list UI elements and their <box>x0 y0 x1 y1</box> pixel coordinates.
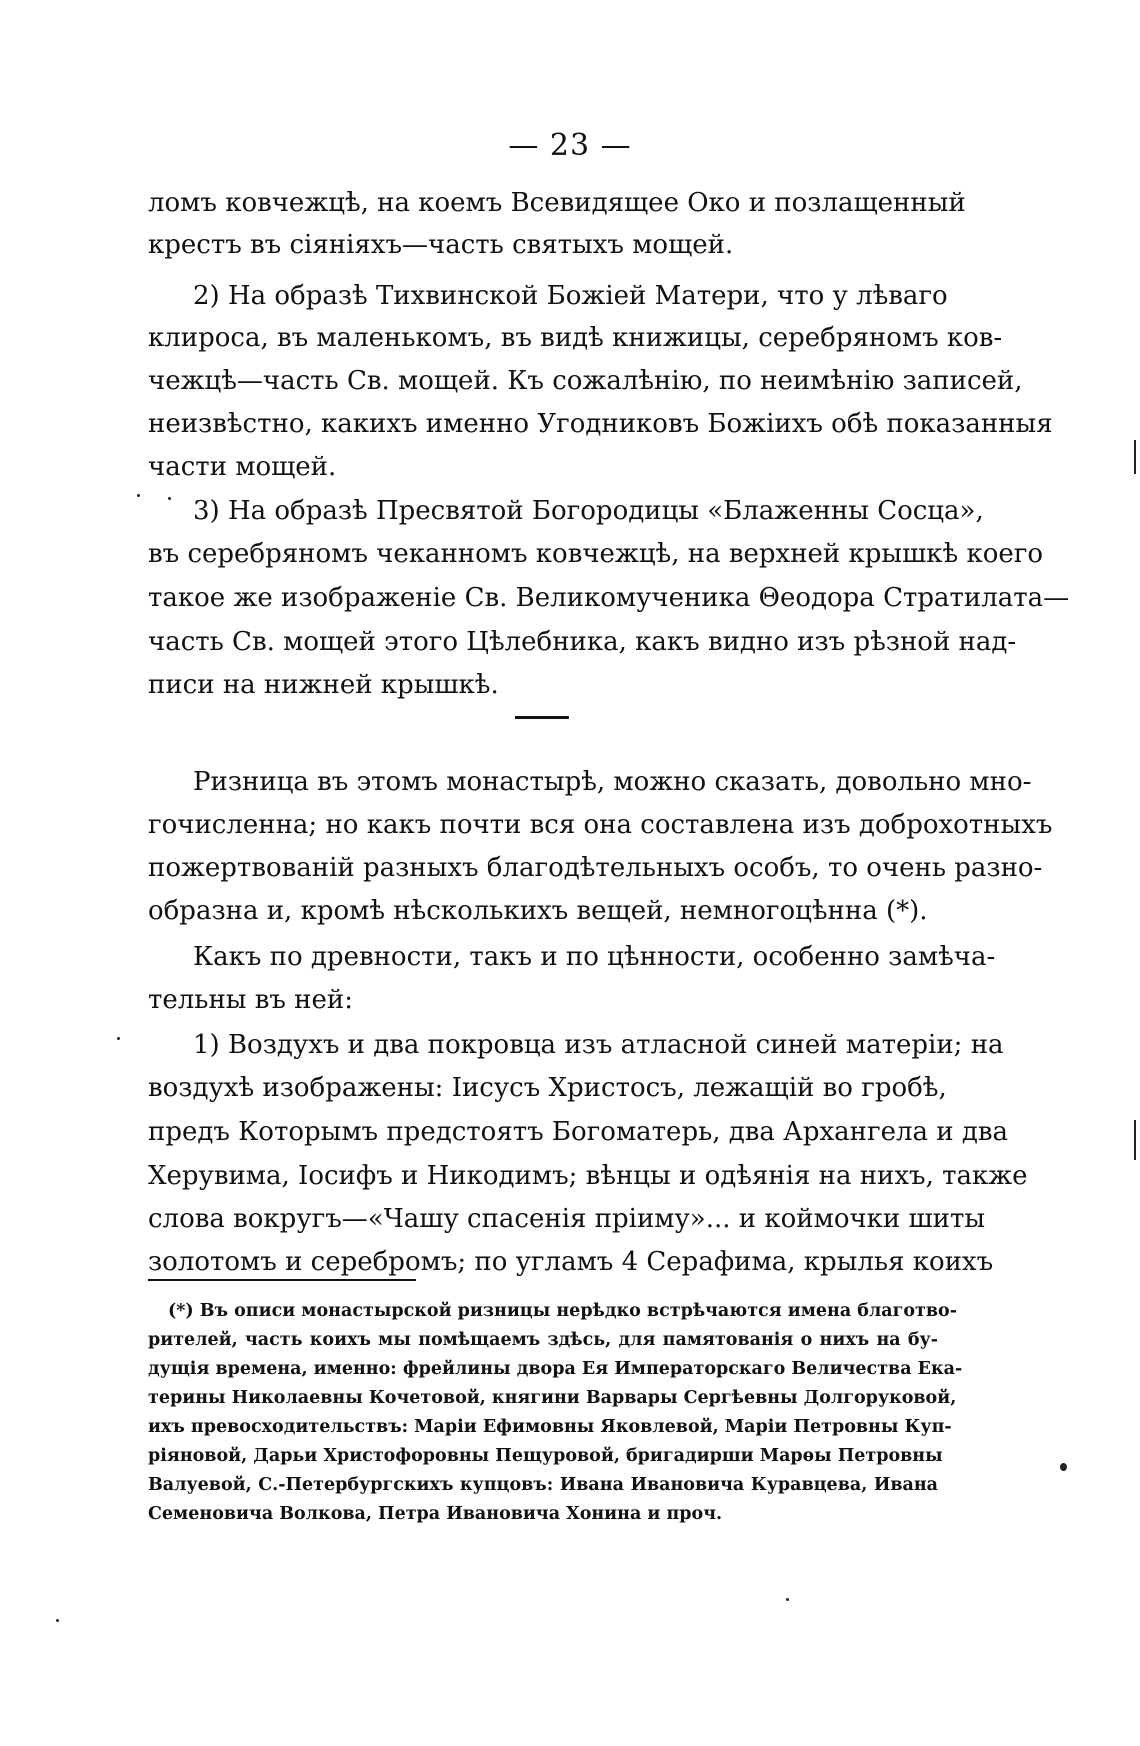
footnote-line: рителей, часть коихъ мы помѣщаемъ здѣсь, для памятованія о нихъ на бу- <box>148 1330 938 1350</box>
text-line: воздухѣ изображены: Іисусъ Христосъ, лежащій во гробѣ, <box>148 1073 947 1103</box>
text-line: предъ Которымъ предстоятъ Богоматерь, два Архангела и два <box>148 1117 1009 1147</box>
scan-speck <box>168 497 171 500</box>
scan-speck <box>56 1619 59 1622</box>
section-separator <box>515 716 569 719</box>
page-number: — 23 — <box>508 128 632 163</box>
text-line: неизвѣстно, какихъ именно Угодниковъ Божіихъ обѣ показанныя <box>148 409 1053 439</box>
text-line: чежцѣ—часть Св. мощей. Къ сожалѣнію, по неимѣнію записей, <box>148 366 1023 396</box>
text-line: слова вокругъ—«Чашу спасенія пріиму»... и коймочки шиты <box>148 1204 986 1234</box>
text-line: крестъ въ сіяніяхъ—часть святыхъ мощей. <box>148 230 734 260</box>
text-line: ломъ ковчежцѣ, на коемъ Всевидящее Око и позлащенный <box>148 188 966 218</box>
scan-speck <box>137 494 140 497</box>
scan-edge-mark <box>1134 1120 1136 1160</box>
footnote-line: (*) Въ описи монастырской ризницы нерѣдко встрѣчаются имена благотво- <box>168 1301 957 1321</box>
footnote-line: терины Николаевны Кочетовой, княгини Варвары Сергѣевны Долгоруковой, <box>148 1388 957 1408</box>
text-line: гочисленна; но какъ почти вся она составлена изъ доброхотныхъ <box>148 810 1053 840</box>
text-line: 3) На образѣ Пресвятой Богородицы «Блаженны Сосца», <box>193 496 984 526</box>
text-line: 2) На образѣ Тихвинской Божіей Матери, что у лѣваго <box>193 281 948 311</box>
text-line: 1) Воздухъ и два покровца изъ атласной синей матеріи; на <box>193 1030 1004 1060</box>
scan-speck <box>786 1598 789 1601</box>
text-line: пожертвованій разныхъ благодѣтельныхъ особъ, то очень разно- <box>148 853 1043 883</box>
footnote-line: Валуевой, С.-Петербургскихъ купцовъ: Ивана Ивановича Куравцева, Ивана <box>148 1475 938 1495</box>
text-line: клироса, въ маленькомъ, въ видѣ книжицы, серебряномъ ков- <box>148 323 1003 353</box>
text-line: золотомъ и серебромъ; по угламъ 4 Серафима, крылья коихъ <box>148 1247 994 1277</box>
text-line: такое же изображеніе Св. Великомученика Θеодора Стратилата— <box>148 583 1070 613</box>
text-line: въ серебряномъ чеканномъ ковчежцѣ, на верхней крышкѣ коего <box>148 539 1044 569</box>
footnote-line: ріяновой, Дарьи Христофоровны Пещуровой, бригадирши Марѳы Петровны <box>148 1446 943 1466</box>
text-line: образна и, кромѣ нѣсколькихъ вещей, немногоцѣнна (*). <box>148 896 928 926</box>
text-line: Херувима, Іосифъ и Никодимъ; вѣнцы и одѣянія на нихъ, также <box>148 1161 1028 1191</box>
scan-edge-mark <box>1134 440 1136 474</box>
footnote-rule <box>148 1279 416 1281</box>
scan-speck <box>1060 1463 1067 1471</box>
footnote-line: Семеновича Волкова, Петра Ивановича Хонина и проч. <box>148 1504 723 1524</box>
text-line: Какъ по древности, такъ и по цѣнности, особенно замѣча- <box>193 942 996 972</box>
text-line: часть Св. мощей этого Цѣлебника, какъ видно изъ рѣзной над- <box>148 627 1017 657</box>
footnote-line: дущія времена, именно: фрейлины двора Ея Императорскаго Величества Ека- <box>148 1359 963 1379</box>
text-line: части мощей. <box>148 452 337 482</box>
scan-speck <box>117 1037 120 1040</box>
text-line: тельны въ ней: <box>148 985 353 1015</box>
footnote-line: ихъ превосходительствъ: Маріи Ефимовны Яковлевой, Маріи Петровны Куп- <box>148 1417 952 1437</box>
text-line: писи на нижней крышкѣ. <box>148 670 499 700</box>
text-line: Ризница въ этомъ монастырѣ, можно сказать, довольно мно- <box>193 767 1032 797</box>
